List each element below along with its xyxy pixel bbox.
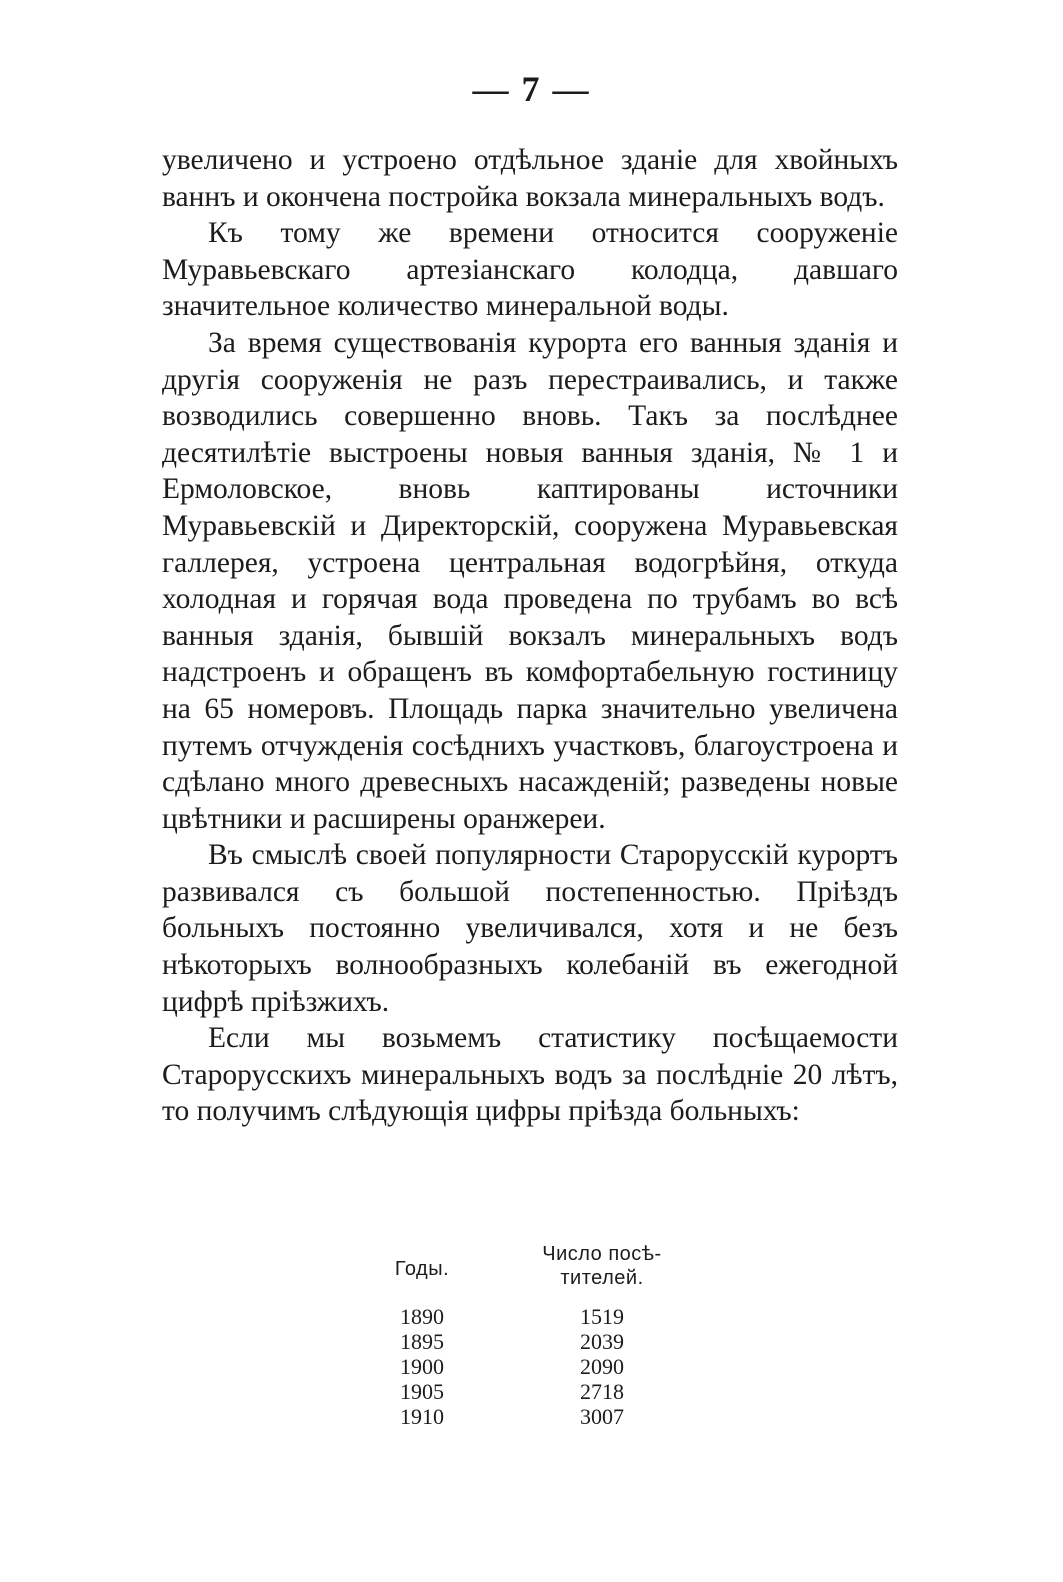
count-cell: 2090 <box>580 1354 624 1379</box>
body-text <box>162 142 898 1130</box>
paragraph-1: увеличено и устроено отдѣльное зданіе для хвойныхъ ваннъ и окончена постройка вокзала минеральныхъ водъ. <box>162 144 898 213</box>
header-count <box>512 1242 692 1290</box>
header-year: Годы. <box>394 1258 450 1280</box>
table-row <box>352 1354 732 1379</box>
paragraph-2: Къ тому же времени относится сооруженіе Муравьевскаго артезіанскаго колодца, давшаго значительное количество минеральной воды. <box>162 217 898 323</box>
count-cell: 2039 <box>580 1329 624 1354</box>
count-cell: 2718 <box>580 1379 624 1404</box>
year-cell: 1910 <box>400 1404 444 1429</box>
count-cell: 1519 <box>580 1304 624 1329</box>
paragraph-3: За время существованія курорта его ванныя зданія и другія сооруженія не разъ перестраивались, и также возводились совершенно вновь. Такъ за послѣднее десятилѣтіе выстроены новыя ванныя зданія, № 1 и Ермоловское, вновь каптированы источники Муравьевскій и Директорскій, сооружена Муравьевская галлерея, устроена центральная водогрѣйня, откуда холодная и горячая вода проведена по трубамъ во всѣ ванныя зданія, бывшій вокзалъ минеральныхъ водъ надстроенъ и обращенъ въ комфортабельную гостиницу на 65 номеровъ. Площадь парка значительно увеличена путемъ отчужденія сосѣднихъ участковъ, благоустроена и сдѣлано много древесныхъ насажденій; разведены новые цвѣтники и расширены оранжереи. <box>162 326 898 835</box>
table-row <box>352 1329 732 1354</box>
paragraph-5: Если мы возьмемъ статистику посѣщаемости Старорусскихъ минеральныхъ водъ за послѣдніе 20 лѣтъ, то получимъ слѣдующія цифры пріѣзда больныхъ: <box>162 1022 898 1128</box>
table-row <box>352 1379 732 1404</box>
table-row <box>352 1404 732 1429</box>
year-cell: 1895 <box>400 1329 444 1354</box>
year-cell: 1905 <box>400 1379 444 1404</box>
table-body <box>352 1304 732 1429</box>
page-number: — 7 — <box>472 69 591 109</box>
paragraph-4: Въ смыслѣ своей популярности Старорусскій курортъ развивался съ большой постепенностью. Пріѣздъ больныхъ постоянно увеличивался, хотя и не безъ нѣкоторыхъ волнообразныхъ колебаній въ ежегодной цифрѣ пріѣзжихъ. <box>162 839 898 1018</box>
header-count-line2: тителей. <box>560 1267 644 1289</box>
visitors-table <box>352 1242 732 1429</box>
header-count-line1: Число посѣ- <box>542 1243 662 1265</box>
table-row <box>352 1304 732 1329</box>
count-cell: 3007 <box>580 1404 624 1429</box>
table-header <box>352 1242 732 1298</box>
year-cell: 1900 <box>400 1354 444 1379</box>
year-cell: 1890 <box>400 1304 444 1329</box>
